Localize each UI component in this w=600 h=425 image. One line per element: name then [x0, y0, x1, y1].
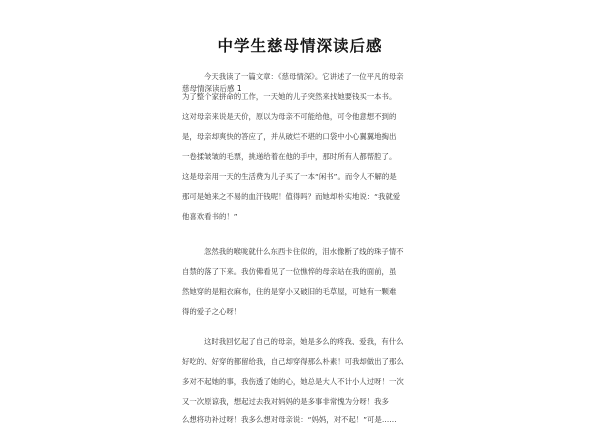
body-line: 一卷揉皱皱的毛票，挑递给着在他的手中，那时所有人都帮腔了。 [182, 152, 397, 161]
body-line: 那可是她来之不易的血汗钱呢！值得吗？而她却朴实地说：“我就爱 [182, 192, 401, 201]
body-line: 是，母亲却爽快的答应了，并从破烂不堪的口袋中小心翼翼地掏出 [182, 132, 397, 141]
body-line: 他喜欢看书的！” [182, 212, 238, 221]
document-subtitle: 慈母情深读后感 1 [182, 84, 242, 93]
body-line: 这对母亲来说是天价，原以为母亲不可能给他，可令他意想不到的 [182, 112, 397, 121]
body-line: 忽然我的喉咙就什么东西卡住似的，泪水像断了线的珠子情不 [204, 247, 404, 256]
body-line: 今天我读了一篇文章：《慈母情深》。它讲述了一位平凡的母亲 [204, 72, 404, 81]
body-line: 好吃的、好穿的都留给我，自己却穿得那么朴素！可我却做出了那么 [182, 357, 404, 366]
body-line: 多对不起她的事，我伤透了她的心，她总是大人不计小人过呀！一次 [182, 377, 404, 386]
body-line: 又一次原谅我，想起过去我对妈妈的是多事非常愧为分呀！我多 [182, 397, 389, 406]
body-line: 么想将功补过呀！我多么想对母亲说：“妈妈，对不起！”可是…… [182, 415, 397, 424]
body-line: 自禁的落了下来。我仿佛看见了一位憔悴的母亲站在我的面前，虽 [182, 267, 397, 276]
document-title: 中学生慈母情深读后感 [217, 37, 383, 55]
body-line: 这是母亲用一天的生活费为儿子买了一本“闲书”。而令人不解的是 [182, 172, 397, 181]
body-line: 为了整个家拼命的工作，一天她的儿子突然来找她要钱买一本书。 [182, 92, 397, 101]
body-line: 得的爱子之心呀！ [182, 307, 242, 316]
body-line: 这时我回忆起了自己的母亲，她是多么的疼我、爱我，有什么 [204, 337, 404, 346]
body-line: 然她穿的是粗衣麻布，住的是穿小又破旧的毛草屋，可她有一颗难 [182, 287, 397, 296]
